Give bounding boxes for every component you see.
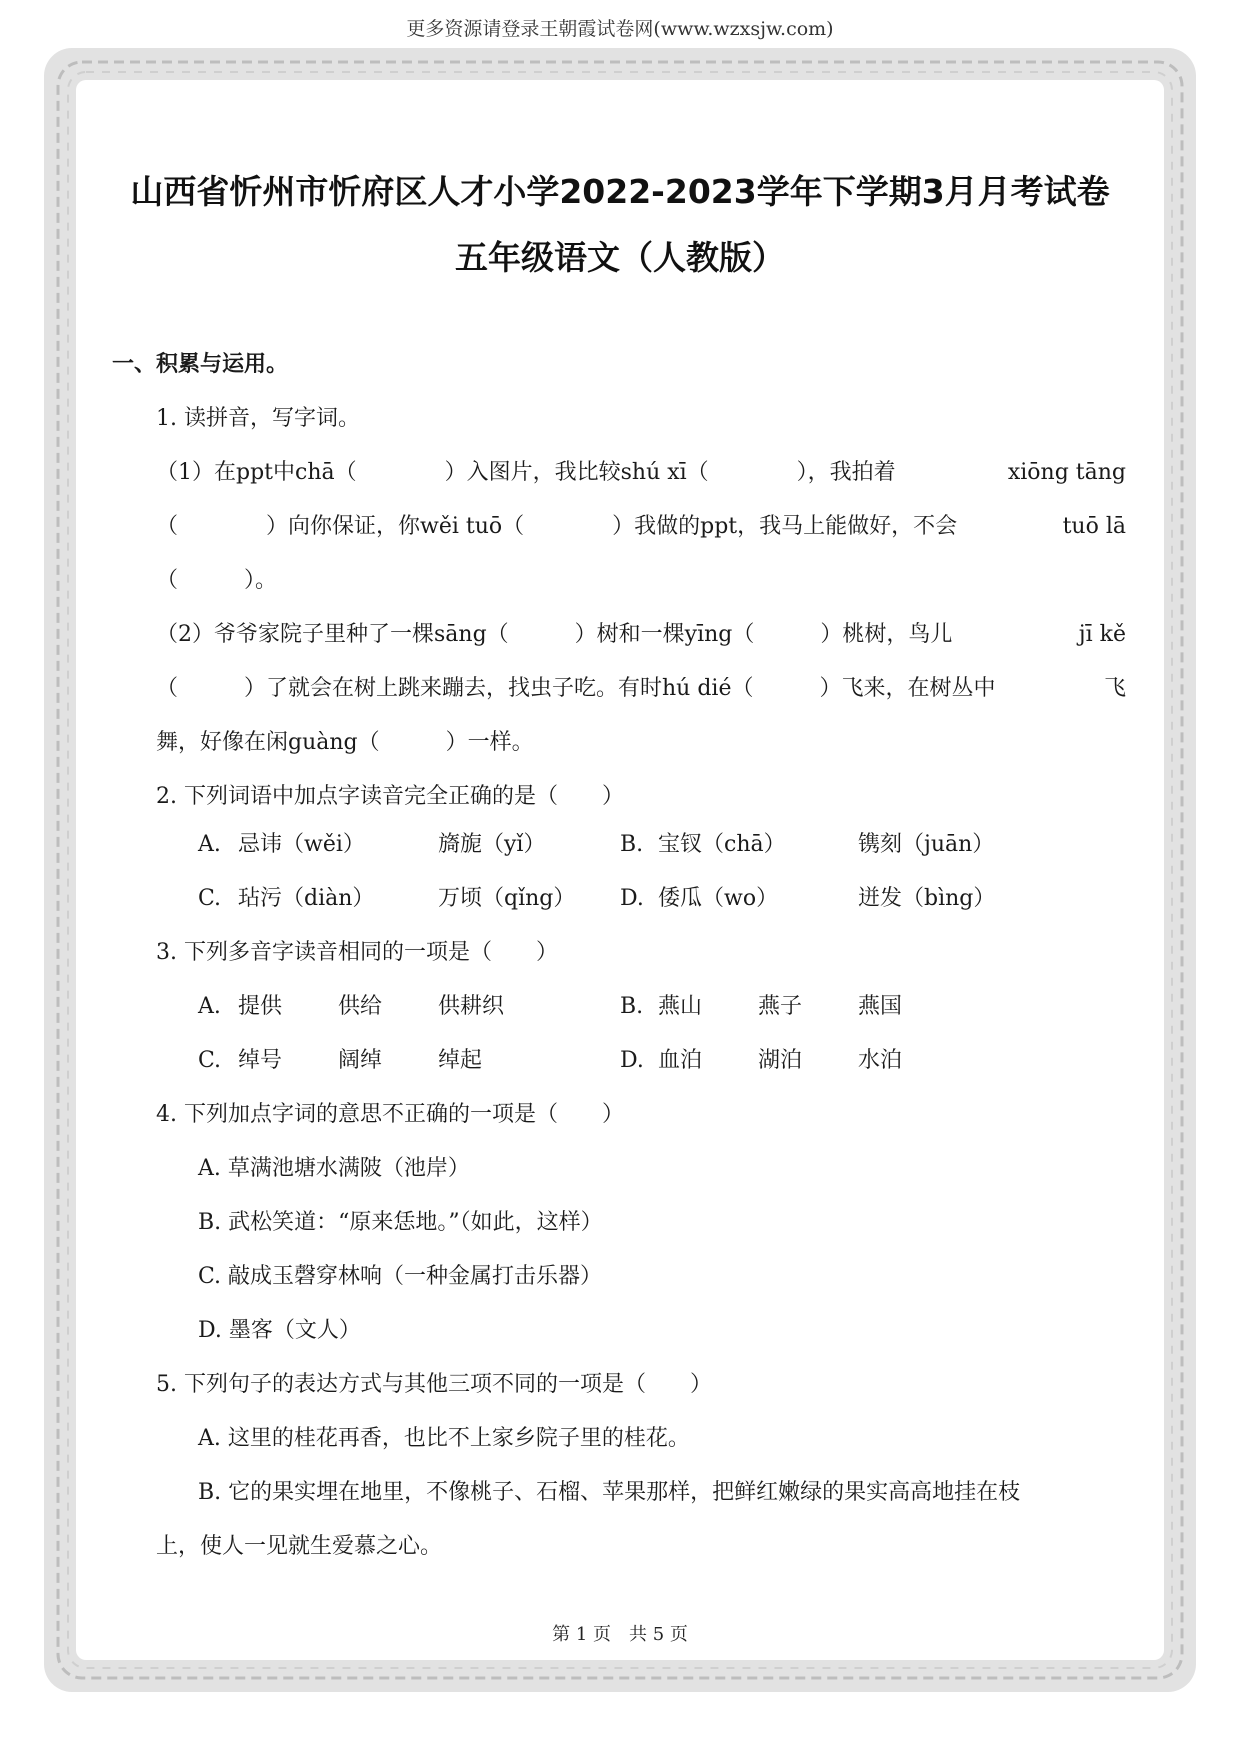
q3-option-b-label: B. [620,994,644,1019]
q3-option-a-word1: 提供 [238,994,283,1019]
q2-option-c-word2: 万顷（qǐng） [438,886,576,911]
q3-option-a-word3: 供耕织 [438,994,505,1019]
q5-option-b-line1: B. 它的果实埋在地里，不像桃子、石榴、苹果那样，把鲜红嫩绿的果实高高地挂在枝 [198,1480,1021,1505]
q3-option-a-word2: 供给 [338,994,383,1019]
exam-title: 山西省忻州市忻府区人才小学2022-2023学年下学期3月月考试卷 [130,172,1110,211]
q3-option-d-label: D. [620,1048,644,1073]
section-heading: 一、积累与运用。 [112,352,289,377]
question-3-stem: 3. 下列多音字读音相同的一项是（ ） [156,940,558,965]
q2-option-b-label: B. [620,832,644,857]
q3-option-d-word1: 血泊 [658,1048,703,1073]
q2-option-a-word1: 忌讳（wěi） [238,832,365,857]
page-number: 第 1 页 共 5 页 [552,1624,688,1645]
question-1-part2-line3: 舞，好像在闲guàng（ ）一样。 [156,730,534,755]
q4-option-a: A. 草满池塘水满陂（池岸） [198,1156,470,1181]
q3-option-c-word3: 绰起 [438,1048,483,1073]
q2-option-c-word1: 玷污（diàn） [238,886,375,911]
question-1-part2-line1: （2）爷爷家院子里种了一棵sāng（ ）树和一棵yīng（ ）桃树，鸟儿 jī kě [156,622,1126,647]
q3-option-c-word1: 绰号 [238,1048,283,1073]
q3-option-c-label: C. [198,1048,222,1073]
q2-option-a-label: A. [198,832,221,857]
q2-option-d-label: D. [620,886,644,911]
question-1-part1-line3: （ ）。 [156,568,278,593]
q2-option-d-word1: 倭瓜（wo） [658,886,779,911]
q3-option-d-word3: 水泊 [858,1048,903,1073]
q2-option-b-word1: 宝钗（chā） [658,832,786,857]
exam-subtitle: 五年级语文（人教版） [455,238,785,277]
q3-option-a-label: A. [198,994,221,1019]
q3-option-b-word1: 燕山 [658,994,703,1019]
q3-option-c-word2: 阔绰 [338,1048,383,1073]
q2-option-b-word2: 镌刻（juān） [858,832,995,857]
q5-option-a: A. 这里的桂花再香，也比不上家乡院子里的桂花。 [198,1426,690,1451]
q4-option-d: D. 墨客（文人） [198,1318,361,1343]
question-1-part1-line2: （ ）向你保证，你wěi tuō（ ）我做的ppt，我马上能做好，不会 tuō lā [156,514,1126,539]
question-1-stem: 1. 读拼音，写字词。 [156,406,360,431]
q2-option-d-word2: 迸发（bìng） [858,886,996,911]
question-1-part2-line2: （ ）了就会在树上跳来蹦去，找虫子吃。有时hú dié（ ）飞来，在树丛中 飞 [156,676,1126,701]
q3-option-d-word2: 湖泊 [758,1048,803,1073]
question-1-part1-line1: （1）在ppt中chā（ ）入图片，我比较shú xī（ ），我拍着 xiōng tāng [156,460,1126,485]
q3-option-b-word2: 燕子 [758,994,803,1019]
q2-option-c-label: C. [198,886,222,911]
q2-option-a-word2: 旖旎（yǐ） [438,832,546,857]
question-2-stem: 2. 下列词语中加点字读音完全正确的是（ ） [156,784,624,809]
question-4-stem: 4. 下列加点字词的意思不正确的一项是（ ） [156,1102,624,1127]
site-banner: 更多资源请登录王朝霞试卷网(www.wzxsjw.com) [406,18,834,40]
exam-paper [76,80,1164,1660]
question-5-stem: 5. 下列句子的表达方式与其他三项不同的一项是（ ） [156,1372,712,1397]
q4-option-c: C. 敲成玉磬穿林响（一种金属打击乐器） [198,1264,603,1289]
q3-option-b-word3: 燕国 [858,994,903,1019]
q4-option-b: B. 武松笑道：“原来恁地。”（如此，这样） [198,1210,603,1235]
q5-option-b-line2: 上，使人一见就生爱慕之心。 [156,1534,443,1559]
